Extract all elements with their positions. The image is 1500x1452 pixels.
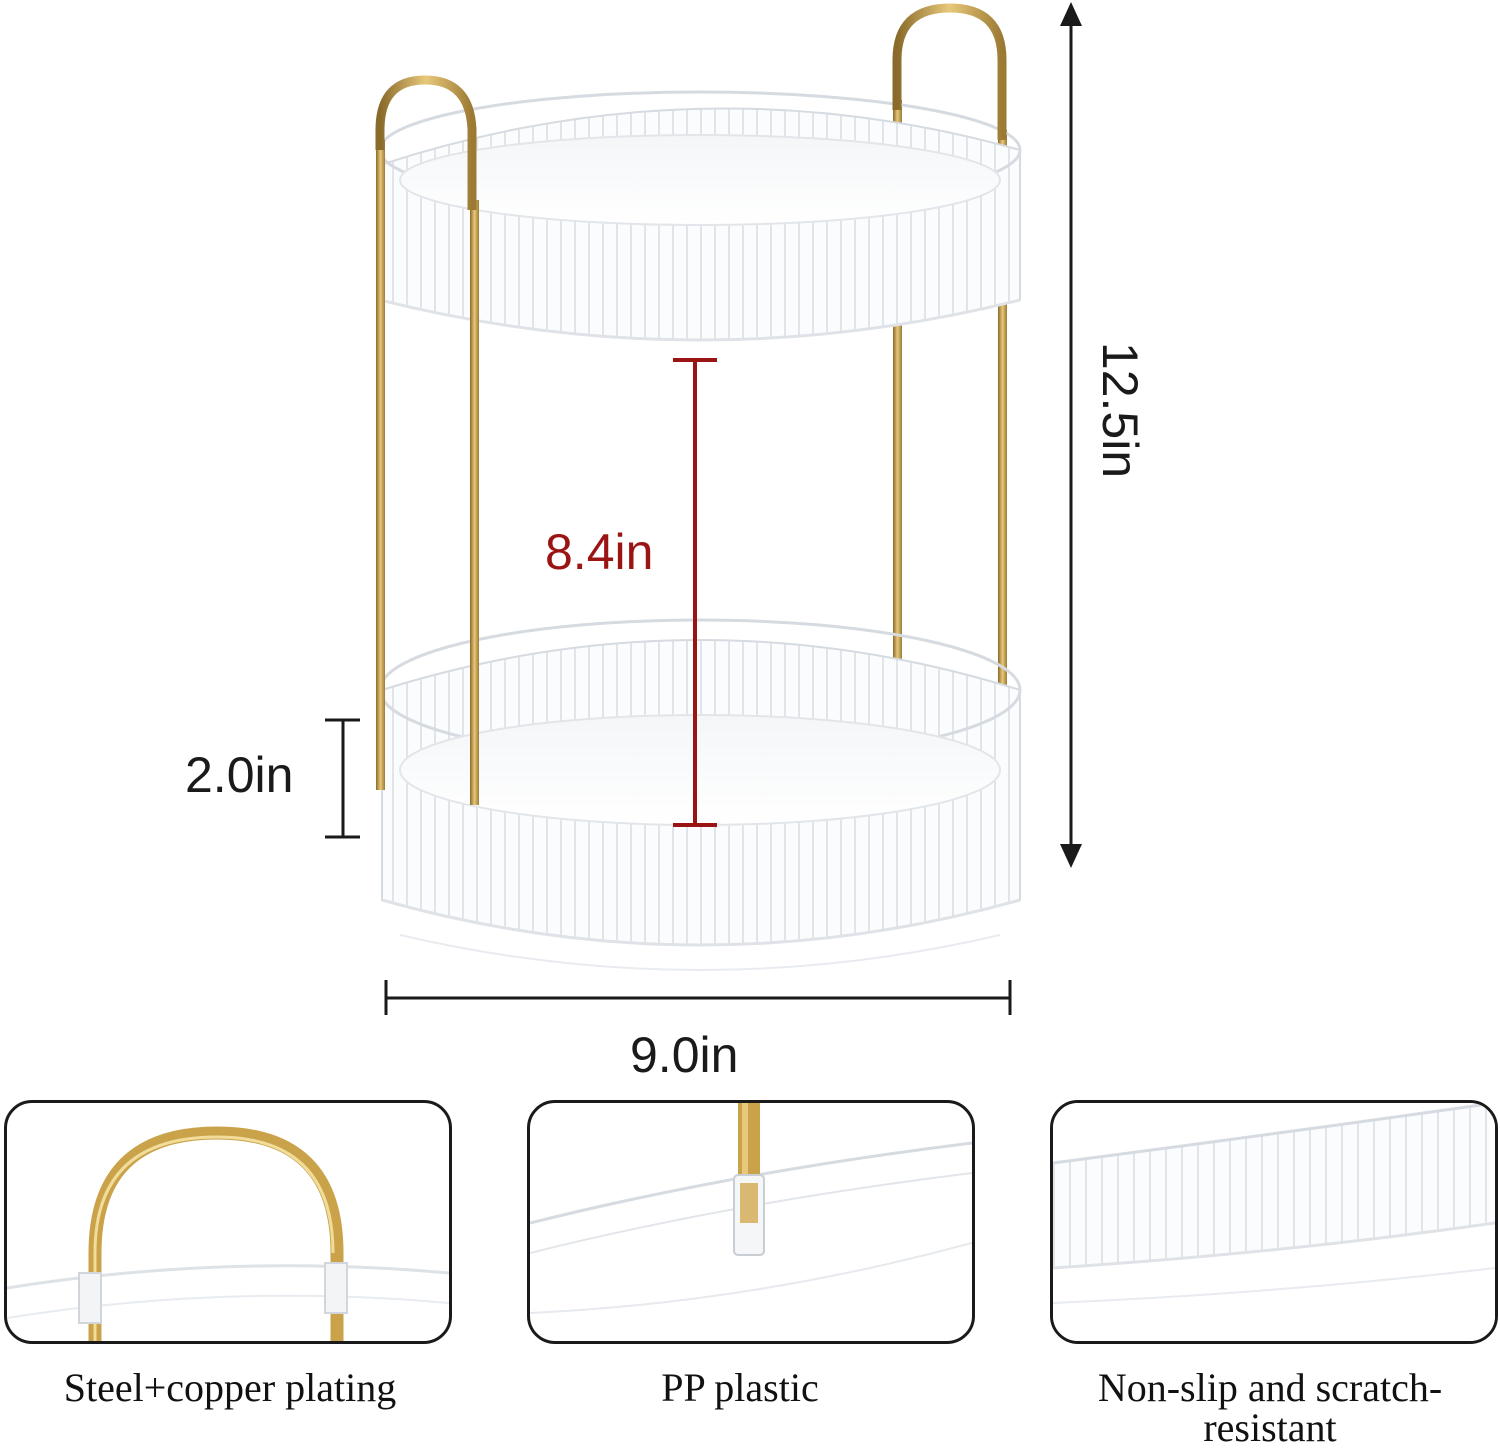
total-height-arrow — [1060, 2, 1082, 868]
caption-non-slip: Non-slip and scratch-resistant — [1097, 1365, 1443, 1450]
detail-panel-plastic — [527, 1100, 975, 1344]
diameter-bracket — [386, 980, 1010, 1015]
tray-depth-label: 2.0in — [185, 747, 294, 803]
detail-panel-handle — [4, 1100, 452, 1344]
total-height-label: 12.5in — [1092, 341, 1149, 479]
inner-height-label: 8.4in — [545, 524, 654, 580]
caption-steel-copper: Steel+copper plating — [63, 1365, 397, 1410]
diameter-label: 9.0in — [630, 1027, 739, 1083]
base-detail-image — [1053, 1103, 1495, 1341]
tray-depth-bracket — [325, 720, 360, 837]
detail-panel-base — [1050, 1100, 1498, 1344]
caption-pp-plastic: PP plastic — [661, 1365, 819, 1410]
plastic-detail-image — [530, 1103, 972, 1341]
handle-detail-image — [7, 1103, 449, 1341]
